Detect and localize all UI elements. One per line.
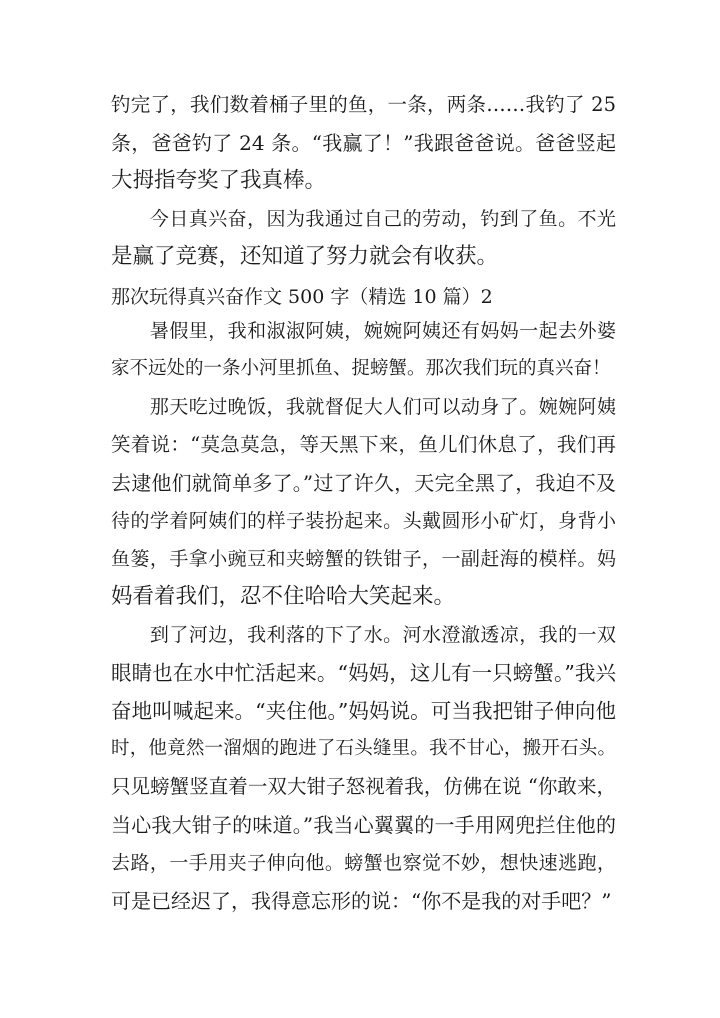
paragraph-line: 家不远处的一条小河里抓鱼、捉螃蟹。那次我们玩的真兴奋！ xyxy=(111,358,611,379)
paragraph-line: 是赢了竞赛，还知道了努力就会有收获。 xyxy=(111,244,499,269)
paragraph-line: 鱼篓，手拿小豌豆和夹螃蟹的铁钳子，一副赶海的模样。妈 xyxy=(111,548,616,570)
paragraph-line: 只见螃蟹竖直着一双大钳子怒视着我，仿佛在说 “你敢来， xyxy=(111,775,616,798)
paragraph-line: 到了河边，我利落的下了水。河水澄澈透凉，我的一双 xyxy=(111,624,616,646)
paragraph-line: 去逮他们就简单多了。”过了许久，天完全黑了，我迫不及 xyxy=(111,471,616,495)
paragraph-line: 大拇指夸奖了我真棒。 xyxy=(111,168,327,193)
paragraph-line: 暑假里，我和淑淑阿姨，婉婉阿姨还有妈妈一起去外婆 xyxy=(111,320,616,342)
paragraph-line: 当心我大钳子的味道。”我当心翼翼的一手用网兜拦住他的 xyxy=(111,813,616,837)
paragraph-line: 妈看着我们，忍不住哈哈大笑起来。 xyxy=(111,584,456,609)
paragraph-line: 今日真兴奋，因为我通过自己的劳动，钓到了鱼。不光 xyxy=(111,208,616,230)
paragraph-line: 眼睛也在水中忙活起来。“妈妈，这儿有一只螃蟹。”我兴 xyxy=(111,661,616,685)
paragraph-line: 可是已经迟了，我得意忘形的说：“你不是我的对手吧？” xyxy=(111,889,612,913)
section-heading: 那次玩得真兴奋作文 500 字（精选 10 篇）2 xyxy=(111,286,493,308)
paragraph-line: 笑着说：“莫急莫急，等天黑下来，鱼儿们休息了，我们再 xyxy=(111,433,616,456)
paragraph-line: 条，爸爸钓了 24 条。“我赢了！”我跟爸爸说。爸爸竖起 xyxy=(111,131,616,155)
paragraph-line: 去路，一手用夹子伸向他。螃蟹也察觉不妙，想快速逃跑， xyxy=(111,852,616,874)
paragraph-line: 待的学着阿姨们的样子装扮起来。头戴圆形小矿灯，身背小 xyxy=(111,510,616,532)
paragraph-line: 钓完了，我们数着桶子里的鱼，一条，两条……我钓了 25 xyxy=(111,93,616,116)
paragraph-line: 那天吃过晚饭，我就督促大人们可以动身了。婉婉阿姨 xyxy=(111,396,616,418)
paragraph-line: 时，他竟然一溜烟的跑进了石头缝里。我不甘心，搬开石头。 xyxy=(111,738,616,759)
paragraph-line: 奋地叫喊起来。“夹住他。”妈妈说。可当我把钳子伸向他 xyxy=(111,699,616,723)
